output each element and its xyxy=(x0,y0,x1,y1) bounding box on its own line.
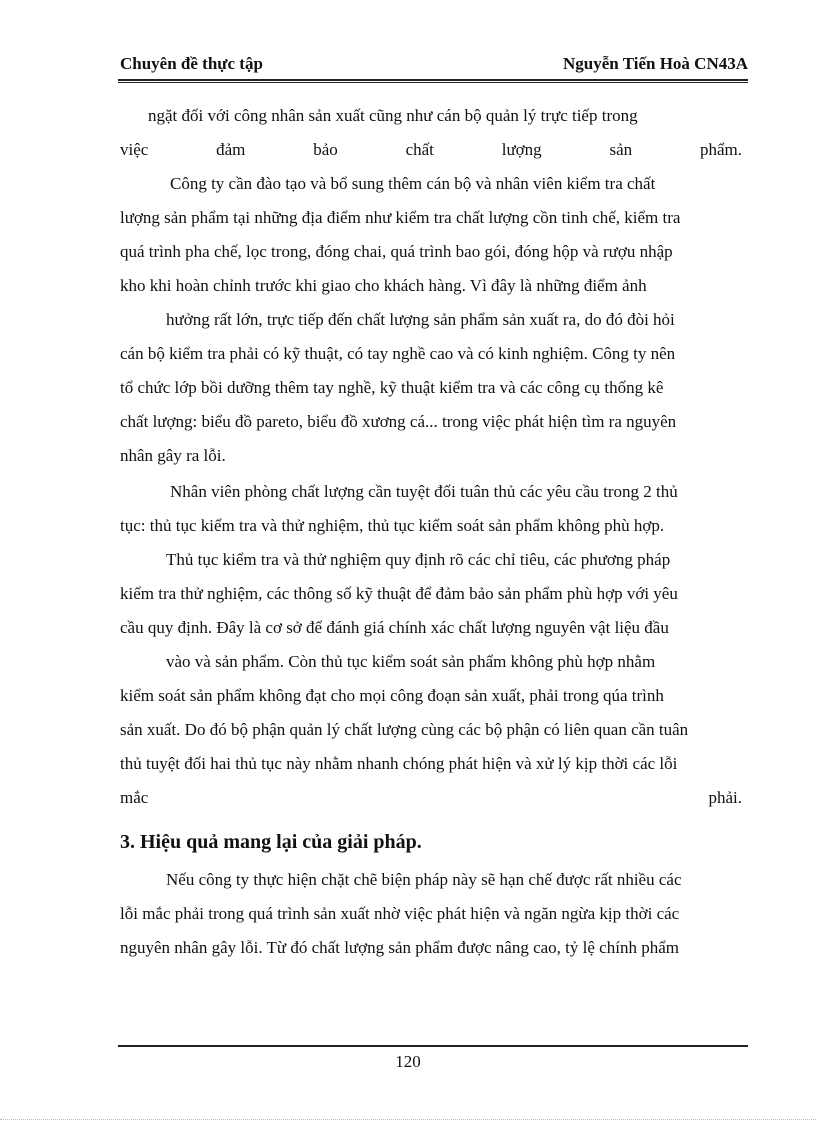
page-header xyxy=(120,52,748,76)
word: lượng xyxy=(501,140,542,159)
footer-rule xyxy=(118,1045,748,1047)
text-line: lỗi mắc phải trong quá trình sản xuất nhờ việc phát hiện và ngăn ngừa kịp thời các xyxy=(120,904,680,923)
word: chất xyxy=(405,140,434,159)
text-line: ngặt đối với công nhân sản xuất cũng như cán bộ quản lý trực tiếp trong xyxy=(148,106,638,125)
text-line: quá trình pha chế, lọc trong, đóng chai, quá trình bao gói, đóng hộp và rượu nhập xyxy=(120,242,673,261)
word: phải. xyxy=(708,788,742,807)
text-line: cầu quy định. Đây là cơ sở để đánh giá chính xác chất lượng nguyên vật liệu đầu xyxy=(120,618,669,637)
word: đảm xyxy=(216,140,246,159)
text-line: lượng sản phẩm tại những địa điểm như kiểm tra chất lượng cồn tinh chế, kiểm tra xyxy=(120,208,681,227)
text-line: chất lượng: biểu đồ pareto, biểu đồ xương cá... trong việc phát hiện tìm ra nguyên xyxy=(120,412,677,431)
text-line: kiểm tra thử nghiệm, các thông số kỹ thuật để đảm bảo sản phẩm phù hợp với yêu xyxy=(120,584,678,603)
page-edge-dotted-line xyxy=(0,1119,816,1120)
text-line: Nhân viên phòng chất lượng cần tuyệt đối tuân thủ các yêu cầu trong 2 thủ xyxy=(170,482,678,501)
text-line: kho khi hoàn chỉnh trước khi giao cho khách hàng. Vì đây là những điểm ảnh xyxy=(120,276,647,295)
header-author: Nguyễn Tiến Hoà CN43A xyxy=(563,54,748,73)
header-rule xyxy=(118,79,748,81)
text-line: Nếu công ty thực hiện chặt chẽ biện pháp này sẽ hạn chế được rất nhiều các xyxy=(166,870,682,889)
text-line: vào và sản phẩm. Còn thủ tục kiểm soát sản phẩm không phù hợp nhằm xyxy=(166,652,656,671)
word: sản xyxy=(609,140,633,159)
word: bảo xyxy=(313,140,338,159)
word: mắc xyxy=(120,788,149,807)
header-rule-thin xyxy=(118,82,748,83)
word: phẩm. xyxy=(699,140,742,159)
header-title: Chuyên đề thực tập xyxy=(120,54,263,73)
text-line: Công ty cần đào tạo và bổ sung thêm cán bộ và nhân viên kiểm tra chất xyxy=(170,174,656,193)
text-line: hưởng rất lớn, trực tiếp đến chất lượng sản phẩm sản xuất ra, do đó đòi hỏi xyxy=(166,310,675,329)
text-line: kiểm soát sản phẩm không đạt cho mọi công đoạn sản xuất, phải trong qúa trình xyxy=(120,686,664,705)
text-line-justified xyxy=(120,786,742,810)
section-heading: 3. Hiệu quả mang lại của giải pháp. xyxy=(120,831,422,853)
text-line: cán bộ kiểm tra phải có kỹ thuật, có tay nghề cao và có kinh nghiệm. Công ty nên xyxy=(120,344,676,363)
text-line: tục: thủ tục kiểm tra và thử nghiệm, thủ tục kiểm soát sản phẩm không phù hợp. xyxy=(120,516,665,535)
text-line: sản xuất. Do đó bộ phận quản lý chất lượng cùng các bộ phận có liên quan cần tuân xyxy=(120,720,689,739)
text-line: tổ chức lớp bồi dưỡng thêm tay nghề, kỹ thuật kiểm tra và các công cụ thống kê xyxy=(120,378,664,397)
page-number: 120 xyxy=(395,1052,421,1071)
word: việc xyxy=(120,140,149,159)
text-line: thủ tuyệt đối hai thủ tục này nhằm nhanh chóng phát hiện và xử lý kịp thời các lỗi xyxy=(120,754,678,773)
text-line: nguyên nhân gây lỗi. Từ đó chất lượng sản phẩm được nâng cao, tỷ lệ chính phẩm xyxy=(120,938,679,957)
text-line-justified xyxy=(120,138,742,162)
text-line: nhân gây ra lỗi. xyxy=(120,446,226,465)
text-line: Thủ tục kiểm tra và thử nghiệm quy định rõ các chỉ tiêu, các phương pháp xyxy=(166,550,671,569)
